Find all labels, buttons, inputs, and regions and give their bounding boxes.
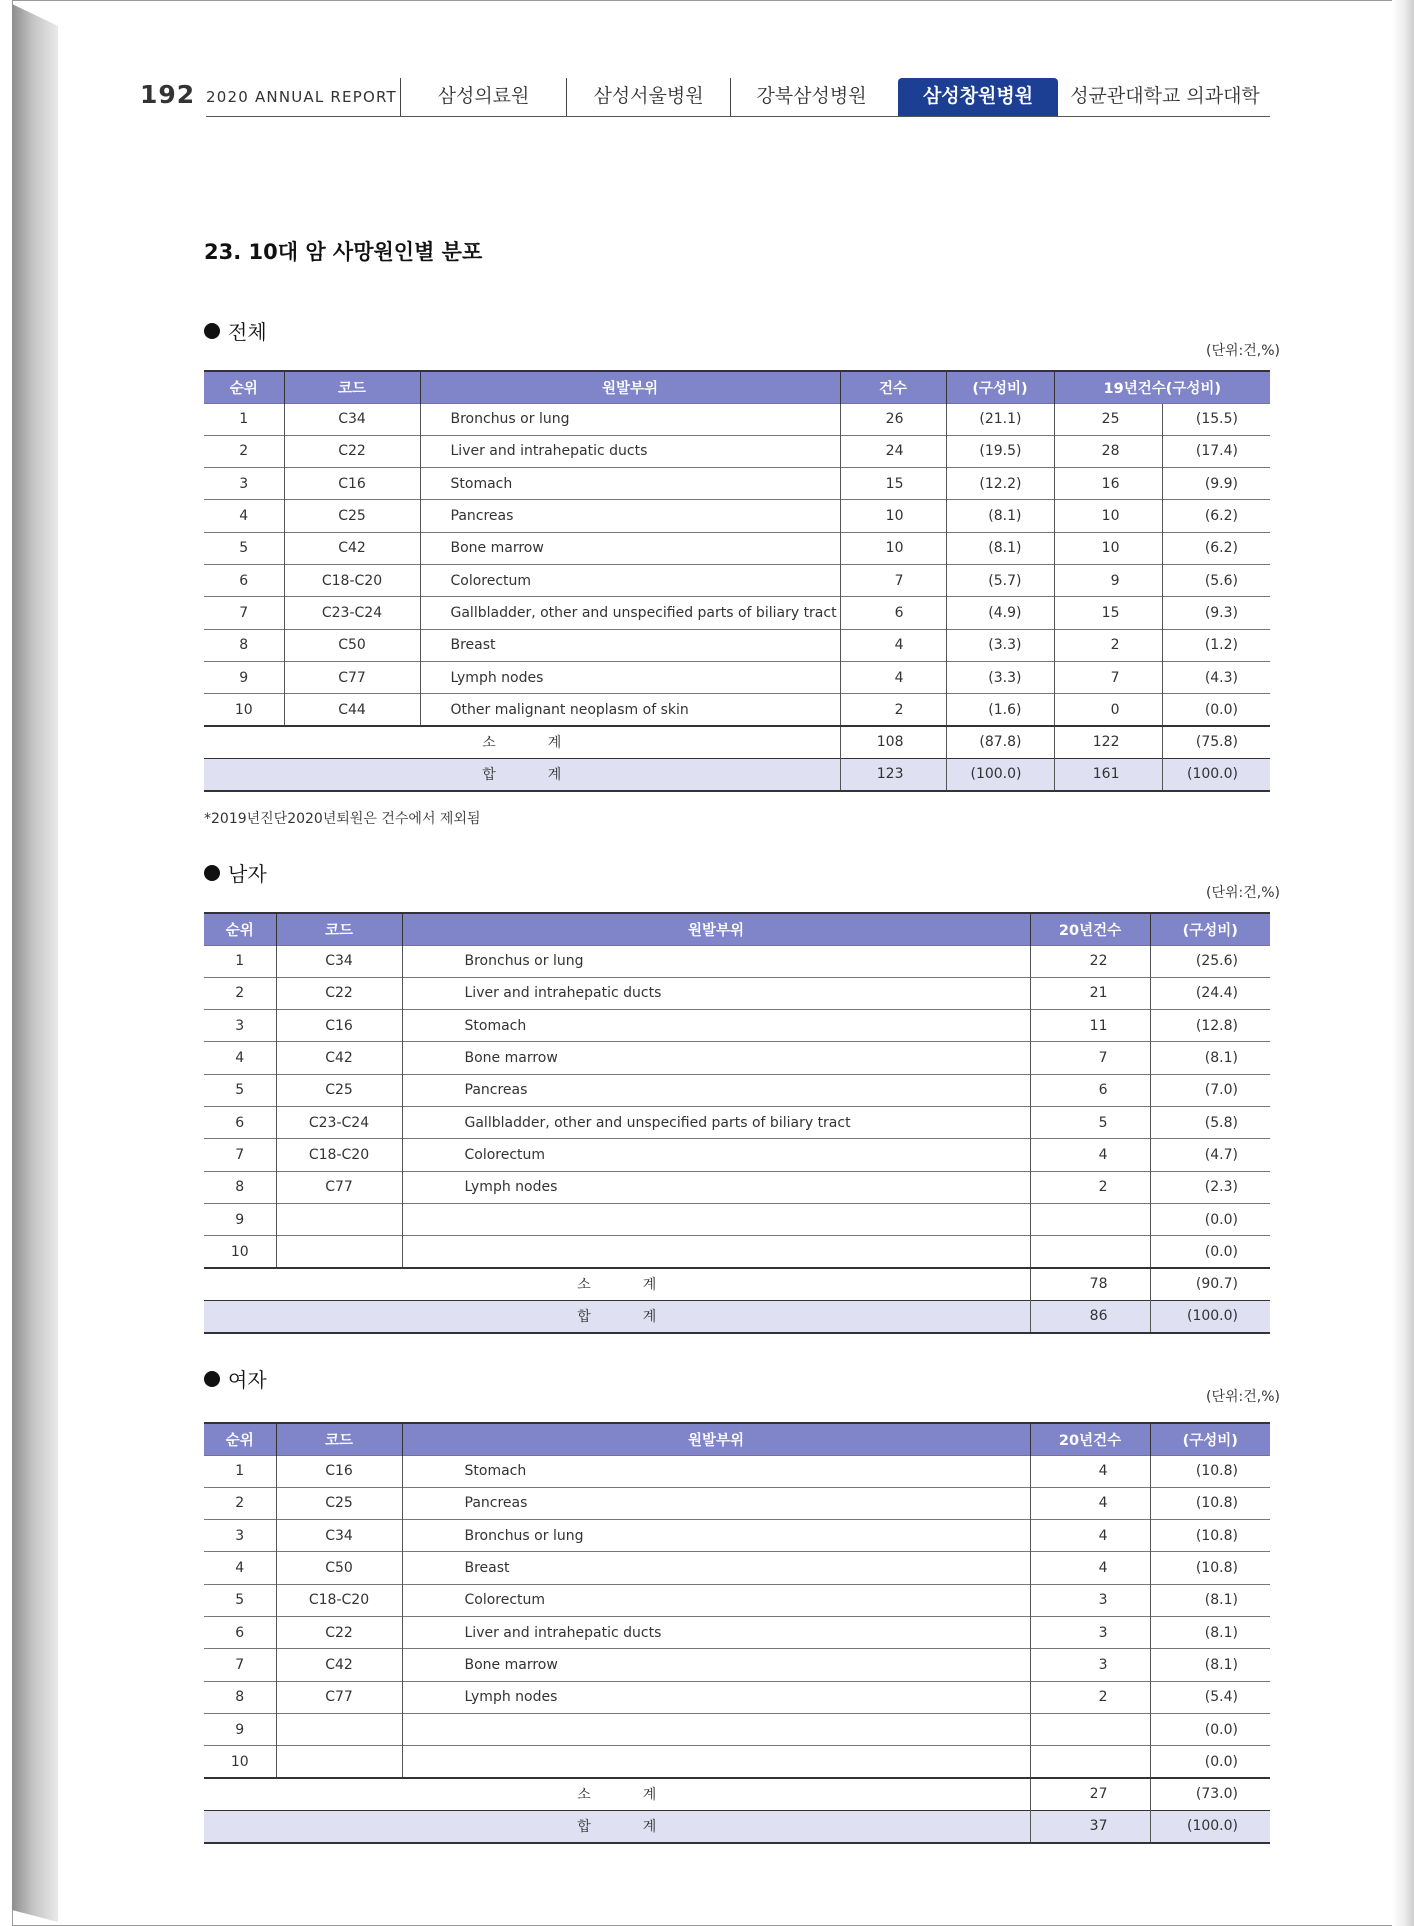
- code-cell: [276, 1713, 402, 1745]
- pct-cell: (1.6): [946, 694, 1054, 726]
- rank-cell: 4: [204, 1042, 276, 1074]
- col-header-rank: 순위: [204, 913, 276, 945]
- tab-skku-medical-school[interactable]: 성균관대학교 의과대학: [1070, 85, 1260, 107]
- row-label: [204, 726, 840, 758]
- table-row: [204, 945, 1270, 977]
- col-header-code: 코드: [276, 1423, 402, 1455]
- pct-cell: (12.2): [946, 468, 1054, 500]
- prev-pct-cell: (9.9): [1162, 468, 1270, 500]
- pct-cell: (4.9): [946, 597, 1054, 629]
- count-cell: 4: [1030, 1487, 1150, 1519]
- page-number: 192: [140, 80, 196, 109]
- table-row: [204, 629, 1270, 661]
- pct-cell: (5.7): [946, 564, 1054, 596]
- code-cell: [276, 1746, 402, 1778]
- col-header-prev-year: 19년건수(구성비): [1054, 371, 1270, 403]
- prev-count-cell: 161: [1054, 758, 1162, 790]
- table-row: [204, 532, 1270, 564]
- code-cell: [276, 1203, 402, 1235]
- site-cell: Stomach: [402, 1010, 1030, 1042]
- pct-cell: (5.4): [1150, 1681, 1270, 1713]
- site-cell: Liver and intrahepatic ducts: [420, 435, 840, 467]
- count-cell: 86: [1030, 1300, 1150, 1332]
- count-cell: 24: [840, 435, 946, 467]
- table-row: [204, 500, 1270, 532]
- table-row: [204, 1139, 1270, 1171]
- table-row: [204, 1681, 1270, 1713]
- prev-count-cell: 16: [1054, 468, 1162, 500]
- unit-label: (단위:건,%): [1206, 343, 1280, 359]
- table-row: [204, 1616, 1270, 1648]
- pct-cell: (4.7): [1150, 1139, 1270, 1171]
- site-cell: Pancreas: [420, 500, 840, 532]
- rank-cell: 1: [204, 403, 284, 435]
- pct-cell: (0.0): [1150, 1713, 1270, 1745]
- rank-cell: 6: [204, 1616, 276, 1648]
- code-cell: C34: [276, 945, 402, 977]
- site-cell: Bone marrow: [420, 532, 840, 564]
- code-cell: C77: [284, 661, 420, 693]
- code-cell: C25: [276, 1487, 402, 1519]
- count-cell: 26: [840, 403, 946, 435]
- pct-cell: (25.6): [1150, 945, 1270, 977]
- header-divider: [206, 116, 1270, 117]
- col-header-site: 원발부위: [402, 1423, 1030, 1455]
- section-heading-male: 남자: [204, 858, 267, 887]
- site-cell: Gallbladder, other and unspecified parts of biliary tract: [402, 1106, 1030, 1138]
- prev-pct-cell: (75.8): [1162, 726, 1270, 758]
- rank-cell: 4: [204, 1552, 276, 1584]
- tab-kangbuk-samsung-hospital[interactable]: 강북삼성병원: [730, 78, 892, 117]
- pct-cell: (7.0): [1150, 1074, 1270, 1106]
- count-cell: 2: [840, 694, 946, 726]
- book-spine: [12, 4, 58, 1922]
- count-cell: 21: [1030, 977, 1150, 1009]
- count-cell: 2: [1030, 1171, 1150, 1203]
- row-label-part: 계: [547, 767, 562, 784]
- code-cell: C42: [276, 1649, 402, 1681]
- site-cell: Colorectum: [420, 564, 840, 596]
- count-cell: 5: [1030, 1106, 1150, 1138]
- table-row: [204, 694, 1270, 726]
- row-label: [204, 1300, 1030, 1332]
- pct-cell: (5.8): [1150, 1106, 1270, 1138]
- subtotal-row: [204, 726, 1270, 758]
- site-cell: [402, 1746, 1030, 1778]
- col-header-site: 원발부위: [420, 371, 840, 403]
- code-cell: C22: [276, 977, 402, 1009]
- pct-cell: (24.4): [1150, 977, 1270, 1009]
- prev-count-cell: 15: [1054, 597, 1162, 629]
- count-cell: 22: [1030, 945, 1150, 977]
- pct-cell: (10.8): [1150, 1455, 1270, 1487]
- prev-count-cell: 28: [1054, 435, 1162, 467]
- code-cell: C23-C24: [284, 597, 420, 629]
- rank-cell: 3: [204, 468, 284, 500]
- count-cell: 6: [840, 597, 946, 629]
- rank-cell: 6: [204, 564, 284, 596]
- rank-cell: 8: [204, 629, 284, 661]
- pct-cell: (8.1): [1150, 1042, 1270, 1074]
- prev-pct-cell: (6.2): [1162, 500, 1270, 532]
- prev-pct-cell: (6.2): [1162, 532, 1270, 564]
- rank-cell: 9: [204, 1713, 276, 1745]
- code-cell: C44: [284, 694, 420, 726]
- tab-samsung-medical-center[interactable]: 삼성의료원: [400, 78, 566, 117]
- rank-cell: 10: [204, 694, 284, 726]
- prev-count-cell: 122: [1054, 726, 1162, 758]
- table-row: [204, 1106, 1270, 1138]
- count-cell: 11: [1030, 1010, 1150, 1042]
- site-cell: Stomach: [420, 468, 840, 500]
- count-cell: 4: [1030, 1139, 1150, 1171]
- row-label-part: 계: [642, 1819, 657, 1836]
- code-cell: C18-C20: [276, 1139, 402, 1171]
- count-cell: 3: [1030, 1584, 1150, 1616]
- prev-pct-cell: (15.5): [1162, 403, 1270, 435]
- site-cell: Colorectum: [402, 1584, 1030, 1616]
- table-row: [204, 1746, 1270, 1778]
- row-label-part: 합: [482, 767, 496, 784]
- subtotal-row: [204, 1268, 1270, 1300]
- code-cell: C22: [284, 435, 420, 467]
- count-cell: 2: [1030, 1681, 1150, 1713]
- table-row: [204, 468, 1270, 500]
- site-cell: Bronchus or lung: [420, 403, 840, 435]
- prev-pct-cell: (9.3): [1162, 597, 1270, 629]
- tab-samsung-changwon-hospital[interactable]: 삼성창원병원: [898, 78, 1058, 117]
- row-label-part: 소: [482, 735, 496, 752]
- total-row: [204, 758, 1270, 790]
- prev-count-cell: 7: [1054, 661, 1162, 693]
- site-cell: Bronchus or lung: [402, 1520, 1030, 1552]
- tab-samsung-seoul-hospital[interactable]: 삼성서울병원: [566, 78, 730, 117]
- count-cell: 7: [840, 564, 946, 596]
- section-heading-total: 전체: [204, 316, 267, 345]
- hospital-nav: [400, 78, 1272, 118]
- pct-cell: (21.1): [946, 403, 1054, 435]
- count-cell: 123: [840, 758, 946, 790]
- rank-cell: 8: [204, 1171, 276, 1203]
- code-cell: C34: [284, 403, 420, 435]
- pct-cell: (73.0): [1150, 1778, 1270, 1810]
- count-cell: 4: [1030, 1552, 1150, 1584]
- footnote: *2019년진단2020년퇴원은 건수에서 제외됨: [204, 811, 481, 827]
- table-row: [204, 1649, 1270, 1681]
- pct-cell: (10.8): [1150, 1487, 1270, 1519]
- rank-cell: 7: [204, 1649, 276, 1681]
- rank-cell: 5: [204, 1074, 276, 1106]
- site-cell: Liver and intrahepatic ducts: [402, 1616, 1030, 1648]
- table-row: [204, 597, 1270, 629]
- rank-cell: 1: [204, 1455, 276, 1487]
- rank-cell: 7: [204, 597, 284, 629]
- pct-cell: (10.8): [1150, 1520, 1270, 1552]
- col-header-pct: (구성비): [946, 371, 1054, 403]
- pct-cell: (100.0): [1150, 1300, 1270, 1332]
- prev-pct-cell: (17.4): [1162, 435, 1270, 467]
- site-cell: Bone marrow: [402, 1649, 1030, 1681]
- table-row: [204, 435, 1270, 467]
- row-label-part: 합: [577, 1819, 591, 1836]
- bullet-icon: [204, 323, 220, 339]
- count-cell: 6: [1030, 1074, 1150, 1106]
- site-cell: Stomach: [402, 1455, 1030, 1487]
- code-cell: C18-C20: [284, 564, 420, 596]
- rank-cell: 1: [204, 945, 276, 977]
- site-cell: Lymph nodes: [402, 1681, 1030, 1713]
- rank-cell: 2: [204, 1487, 276, 1519]
- count-cell: 10: [840, 532, 946, 564]
- site-cell: Pancreas: [402, 1074, 1030, 1106]
- site-cell: Breast: [402, 1552, 1030, 1584]
- table-row: [204, 1713, 1270, 1745]
- pct-cell: (100.0): [946, 758, 1054, 790]
- count-cell: [1030, 1236, 1150, 1268]
- prev-pct-cell: (100.0): [1162, 758, 1270, 790]
- table-row: [204, 1520, 1270, 1552]
- rank-cell: 2: [204, 435, 284, 467]
- unit-label: (단위:건,%): [1206, 1389, 1280, 1405]
- code-cell: C16: [284, 468, 420, 500]
- col-header-rank: 순위: [204, 371, 284, 403]
- table-total: [204, 370, 1270, 792]
- pct-cell: (0.0): [1150, 1236, 1270, 1268]
- table-row: [204, 1010, 1270, 1042]
- table-row: [204, 1487, 1270, 1519]
- pct-cell: (3.3): [946, 661, 1054, 693]
- row-label: [204, 1268, 1030, 1300]
- count-cell: 10: [840, 500, 946, 532]
- pct-cell: (2.3): [1150, 1171, 1270, 1203]
- count-cell: [1030, 1746, 1150, 1778]
- table-row: [204, 1171, 1270, 1203]
- count-cell: 78: [1030, 1268, 1150, 1300]
- code-cell: C25: [284, 500, 420, 532]
- site-cell: [402, 1203, 1030, 1235]
- rank-cell: 7: [204, 1139, 276, 1171]
- total-row: [204, 1300, 1270, 1332]
- rank-cell: 5: [204, 532, 284, 564]
- prev-pct-cell: (4.3): [1162, 661, 1270, 693]
- row-label-part: 계: [547, 735, 562, 752]
- prev-pct-cell: (1.2): [1162, 629, 1270, 661]
- pct-cell: (8.1): [1150, 1584, 1270, 1616]
- rank-cell: 3: [204, 1520, 276, 1552]
- rank-cell: 3: [204, 1010, 276, 1042]
- code-cell: C50: [276, 1552, 402, 1584]
- prev-count-cell: 2: [1054, 629, 1162, 661]
- site-cell: Other malignant neoplasm of skin: [420, 694, 840, 726]
- code-cell: C25: [276, 1074, 402, 1106]
- code-cell: C42: [284, 532, 420, 564]
- site-cell: Lymph nodes: [402, 1171, 1030, 1203]
- unit-label: (단위:건,%): [1206, 885, 1280, 901]
- report-title: 2020 ANNUAL REPORT: [206, 88, 397, 106]
- pct-cell: (0.0): [1150, 1746, 1270, 1778]
- pct-cell: (8.1): [1150, 1616, 1270, 1648]
- table-row: [204, 1552, 1270, 1584]
- col-header-count: 20년건수: [1030, 1423, 1150, 1455]
- pct-cell: (8.1): [1150, 1649, 1270, 1681]
- site-cell: Bone marrow: [402, 1042, 1030, 1074]
- col-header-code: 코드: [284, 371, 420, 403]
- code-cell: [276, 1236, 402, 1268]
- site-cell: [402, 1713, 1030, 1745]
- pct-cell: (19.5): [946, 435, 1054, 467]
- prev-count-cell: 25: [1054, 403, 1162, 435]
- prev-pct-cell: (5.6): [1162, 564, 1270, 596]
- pct-cell: (90.7): [1150, 1268, 1270, 1300]
- site-cell: Lymph nodes: [420, 661, 840, 693]
- col-header-pct: (구성비): [1150, 913, 1270, 945]
- count-cell: 4: [840, 661, 946, 693]
- code-cell: C16: [276, 1010, 402, 1042]
- page-title: 23. 10대 암 사망원인별 분포: [204, 240, 483, 264]
- table-row: [204, 661, 1270, 693]
- count-cell: [1030, 1203, 1150, 1235]
- count-cell: 4: [840, 629, 946, 661]
- row-label-part: 계: [642, 1787, 657, 1804]
- rank-cell: 9: [204, 661, 284, 693]
- total-row: [204, 1810, 1270, 1842]
- prev-count-cell: 0: [1054, 694, 1162, 726]
- table-row: [204, 1042, 1270, 1074]
- rank-cell: 4: [204, 500, 284, 532]
- bullet-icon: [204, 1371, 220, 1387]
- prev-count-cell: 10: [1054, 500, 1162, 532]
- count-cell: 27: [1030, 1778, 1150, 1810]
- rank-cell: 9: [204, 1203, 276, 1235]
- subtotal-row: [204, 1778, 1270, 1810]
- site-cell: [402, 1236, 1030, 1268]
- table-row: [204, 1236, 1270, 1268]
- rank-cell: 10: [204, 1236, 276, 1268]
- table-row: [204, 564, 1270, 596]
- col-header-count: 건수: [840, 371, 946, 403]
- code-cell: C50: [284, 629, 420, 661]
- pct-cell: (12.8): [1150, 1010, 1270, 1042]
- section-heading-female: 여자: [204, 1364, 267, 1393]
- prev-pct-cell: (0.0): [1162, 694, 1270, 726]
- code-cell: C34: [276, 1520, 402, 1552]
- col-header-site: 원발부위: [402, 913, 1030, 945]
- pct-cell: (8.1): [946, 532, 1054, 564]
- pct-cell: (10.8): [1150, 1552, 1270, 1584]
- table-row: [204, 1074, 1270, 1106]
- site-cell: Gallbladder, other and unspecified parts of biliary tract: [420, 597, 840, 629]
- row-label-part: 계: [642, 1309, 657, 1326]
- count-cell: 4: [1030, 1455, 1150, 1487]
- row-label-part: 계: [642, 1277, 657, 1294]
- col-header-code: 코드: [276, 913, 402, 945]
- pct-cell: (0.0): [1150, 1203, 1270, 1235]
- rank-cell: 5: [204, 1584, 276, 1616]
- count-cell: 3: [1030, 1616, 1150, 1648]
- prev-count-cell: 10: [1054, 532, 1162, 564]
- row-label: [204, 1810, 1030, 1842]
- code-cell: C77: [276, 1171, 402, 1203]
- report-page: [58, 4, 1392, 1922]
- count-cell: [1030, 1713, 1150, 1745]
- row-label-part: 소: [577, 1277, 591, 1294]
- row-label-part: 소: [577, 1787, 591, 1804]
- page-edge-shadow: [1392, 0, 1414, 1926]
- pct-cell: (8.1): [946, 500, 1054, 532]
- code-cell: C22: [276, 1616, 402, 1648]
- table-male: [204, 912, 1270, 1334]
- table-female: [204, 1422, 1270, 1844]
- count-cell: 108: [840, 726, 946, 758]
- row-label: [204, 1778, 1030, 1810]
- site-cell: Liver and intrahepatic ducts: [402, 977, 1030, 1009]
- count-cell: 15: [840, 468, 946, 500]
- prev-count-cell: 9: [1054, 564, 1162, 596]
- rank-cell: 10: [204, 1746, 276, 1778]
- row-label-part: 합: [577, 1309, 591, 1326]
- site-cell: Pancreas: [402, 1487, 1030, 1519]
- site-cell: Breast: [420, 629, 840, 661]
- pct-cell: (3.3): [946, 629, 1054, 661]
- site-cell: Colorectum: [402, 1139, 1030, 1171]
- code-cell: C23-C24: [276, 1106, 402, 1138]
- col-header-count: 20년건수: [1030, 913, 1150, 945]
- row-label: [204, 758, 840, 790]
- table-row: [204, 1584, 1270, 1616]
- pct-cell: (100.0): [1150, 1810, 1270, 1842]
- table-row: [204, 1455, 1270, 1487]
- count-cell: 4: [1030, 1520, 1150, 1552]
- code-cell: C42: [276, 1042, 402, 1074]
- table-row: [204, 403, 1270, 435]
- count-cell: 7: [1030, 1042, 1150, 1074]
- table-row: [204, 977, 1270, 1009]
- code-cell: C18-C20: [276, 1584, 402, 1616]
- code-cell: C77: [276, 1681, 402, 1713]
- code-cell: C16: [276, 1455, 402, 1487]
- col-header-rank: 순위: [204, 1423, 276, 1455]
- bullet-icon: [204, 865, 220, 881]
- table-row: [204, 1203, 1270, 1235]
- col-header-pct: (구성비): [1150, 1423, 1270, 1455]
- rank-cell: 8: [204, 1681, 276, 1713]
- pct-cell: (87.8): [946, 726, 1054, 758]
- rank-cell: 2: [204, 977, 276, 1009]
- rank-cell: 6: [204, 1106, 276, 1138]
- site-cell: Bronchus or lung: [402, 945, 1030, 977]
- count-cell: 37: [1030, 1810, 1150, 1842]
- count-cell: 3: [1030, 1649, 1150, 1681]
